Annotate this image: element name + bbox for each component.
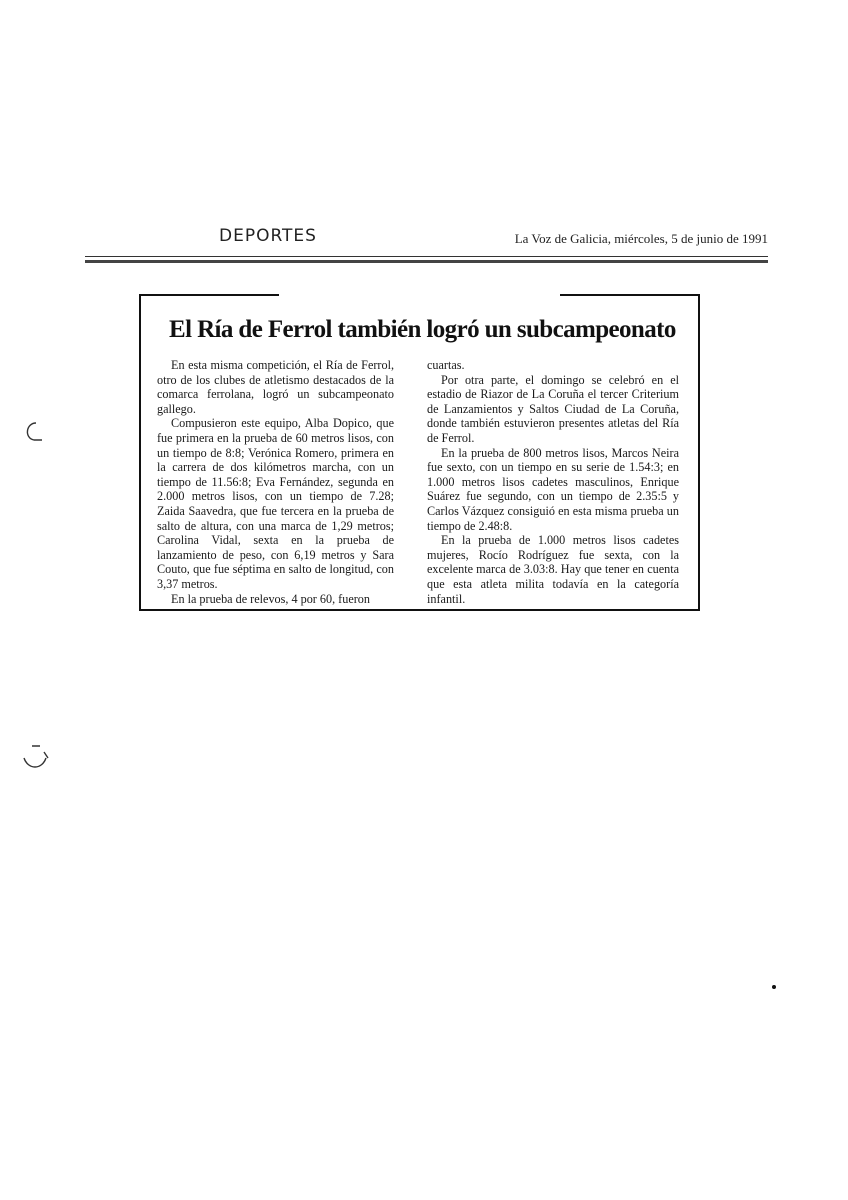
scan-speck bbox=[772, 985, 776, 989]
header-rule bbox=[85, 256, 768, 257]
paragraph: Compusieron este equipo, Alba Dopico, que fue primera en la prueba de 60 metros lisos, con un tiempo de 8:8; Verónica Romero, primera en la carrera de dos kilómetros marcha, con un tiempo de 11.56:8; Eva Fernández, segunda en 2.000 metros lisos, con un tiempo de 7.28; Zaida Saavedra, que fue tercera en la prueba de salto de altura, con una marca de 1,29 metros; Carolina Vidal, sexta en la prueba de lanzamiento de peso, con 6,19 metros y Sara Couto, que fue séptima en salto de longitud, con 3,37 metros. bbox=[157, 416, 394, 591]
article-column-1 bbox=[157, 358, 394, 606]
article-frame-right bbox=[698, 294, 700, 611]
punch-hole-mark-icon bbox=[20, 420, 46, 444]
paragraph: En la prueba de 1.000 metros lisos cadetes mujeres, Rocío Rodríguez fue sexta, con la excelente marca de 3.03:8. Hay que tener en cuenta que esta atleta milita todavía en la categoría infantil. bbox=[427, 533, 679, 606]
article-frame-top-right bbox=[560, 294, 700, 296]
paragraph: En esta misma competición, el Ría de Ferrol, otro de los clubes de atletismo destacados de la comarca ferrolana, logró un subcampeonato gallego. bbox=[157, 358, 394, 416]
newspaper-dateline: La Voz de Galicia, miércoles, 5 de junio de 1991 bbox=[514, 231, 768, 246]
paragraph: cuartas. bbox=[427, 358, 465, 372]
paragraph: Por otra parte, el domingo se celebró en el estadio de Riazor de La Coruña el tercer Criterium de Lanzamientos y Saltos Ciudad de La Coruña, donde también estuvieron presentes atletas del Ría de Ferrol. bbox=[427, 372, 679, 445]
header-rule-thick bbox=[85, 260, 768, 263]
article-column-2 bbox=[427, 358, 679, 606]
paragraph: En la prueba de 800 metros lisos, Marcos Neira fue sexto, con un tiempo en su serie de 1.54:3; en 1.000 metros lisos cadetes masculinos, Enrique Suárez fue segundo, con un tiempo de 2.35:5 y Carlos Vázquez consiguió en esta misma prueba un tiempo de 2.48:8. bbox=[427, 445, 679, 533]
article-frame-left bbox=[139, 294, 141, 611]
section-name: DEPORTES bbox=[219, 226, 317, 246]
paragraph: En la prueba de relevos, 4 por 60, fueron bbox=[171, 591, 370, 606]
punch-hole-mark-icon bbox=[22, 744, 52, 772]
article-headline: El Ría de Ferrol también logró un subcampeonato bbox=[169, 316, 676, 343]
article-frame-bottom bbox=[139, 609, 700, 611]
article-frame-top-left bbox=[139, 294, 279, 296]
